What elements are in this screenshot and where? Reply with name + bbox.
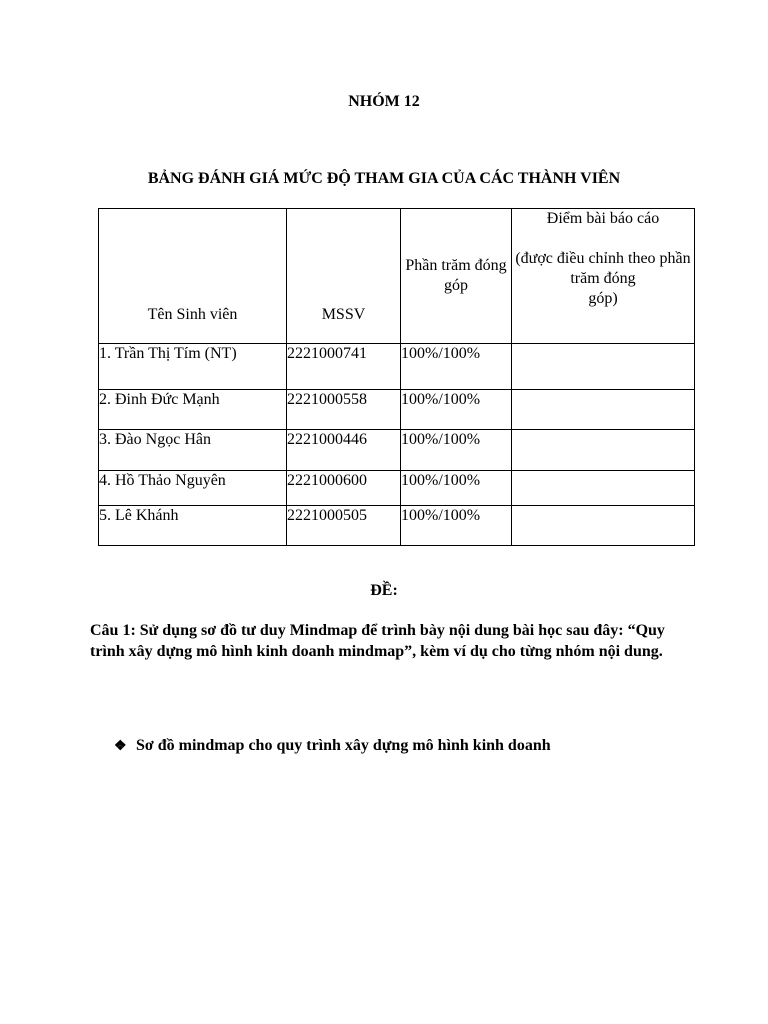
score-header-line1: Điểm bài báo cáo [546, 210, 660, 227]
table-title: BẢNG ĐÁNH GIÁ MỨC ĐỘ THAM GIA CỦA CÁC THÀNH VIÊN [147, 170, 621, 187]
column-header-name: Tên Sinh viên [99, 209, 287, 344]
cell-name: 4. Hồ Thảo Nguyên [99, 471, 287, 506]
cell-score [512, 344, 695, 390]
question-text: Câu 1: Sử dụng sơ đồ tư duy Mindmap để trình bày nội dung bài học sau đây: “Quy trình xây dựng mô hình kinh doanh mindmap”, kèm ví dụ cho từng nhóm nội dung. [90, 622, 665, 660]
score-header-line3: góp) [588, 290, 618, 307]
assignment-heading: ĐỀ: [370, 582, 398, 599]
cell-mssv: 2221000558 [287, 390, 401, 430]
column-header-percent: Phần trăm đóng góp [401, 209, 512, 344]
cell-percent: 100%/100% [401, 430, 512, 471]
score-header-spacer [512, 229, 694, 249]
mindmap-bullet [114, 737, 551, 755]
cell-mssv: 2221000505 [287, 506, 401, 546]
cell-name: 2. Đinh Đức Mạnh [99, 390, 287, 430]
cell-score [512, 390, 695, 430]
cell-score [512, 430, 695, 471]
cell-name: 5. Lê Khánh [99, 506, 287, 546]
cell-name: 3. Đào Ngọc Hân [99, 430, 287, 471]
cell-mssv: 2221000741 [287, 344, 401, 390]
cell-mssv: 2221000600 [287, 471, 401, 506]
cell-percent: 100%/100% [401, 390, 512, 430]
table-header-row [99, 209, 695, 344]
score-header-line2: (được điều chỉnh theo phần trăm đóng [515, 250, 691, 287]
cell-percent: 100%/100% [401, 506, 512, 546]
table-row [99, 390, 695, 430]
table-row [99, 430, 695, 471]
diamond-bullet-icon: ❖ [114, 739, 127, 754]
cell-percent: 100%/100% [401, 344, 512, 390]
cell-name: 1. Trần Thị Tím (NT) [99, 344, 287, 390]
table-row [99, 506, 695, 546]
bullet-text: Sơ đồ mindmap cho quy trình xây dựng mô hình kinh doanh [136, 737, 551, 754]
column-header-score [512, 209, 695, 344]
table-row [99, 344, 695, 390]
cell-percent: 100%/100% [401, 471, 512, 506]
cell-score [512, 471, 695, 506]
group-title: NHÓM 12 [348, 93, 420, 110]
column-header-mssv: MSSV [287, 209, 401, 344]
cell-mssv: 2221000446 [287, 430, 401, 471]
cell-score [512, 506, 695, 546]
table-row [99, 471, 695, 506]
evaluation-table [98, 208, 695, 546]
